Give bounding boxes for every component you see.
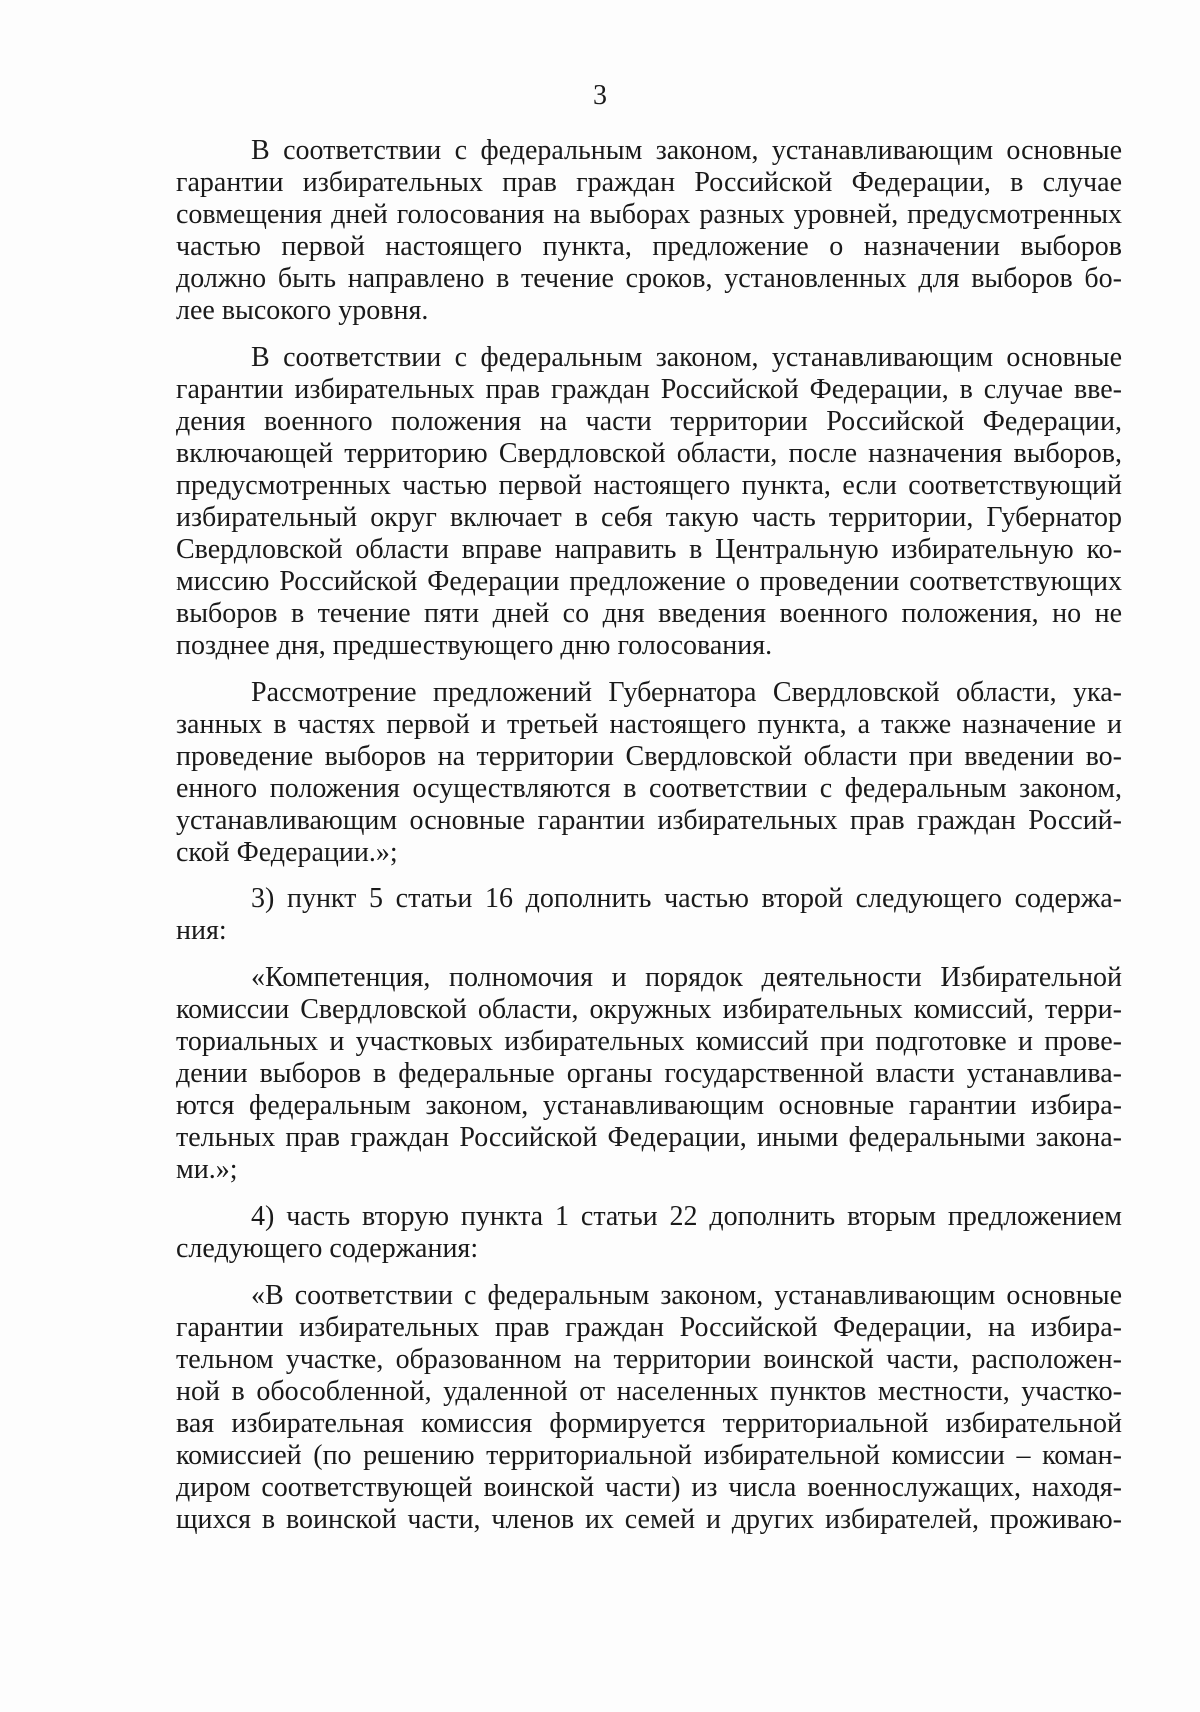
paragraph-7-line: щихся в воинской части, членов их семей и других избирателей, проживаю- bbox=[176, 1504, 1122, 1535]
paragraph-6-line: следующего содержания: bbox=[176, 1233, 479, 1264]
page-number: 3 bbox=[593, 80, 607, 111]
paragraph-1-line: совмещения дней голосования на выборах разных уровней, предусмотренных bbox=[176, 199, 1122, 230]
paragraph-2-line: включающей территорию Свердловской области, после назначения выборов, bbox=[176, 438, 1122, 469]
paragraph-5-line: дении выборов в федеральные органы государственной власти устанавлива- bbox=[176, 1058, 1122, 1089]
paragraph-5-line: тельных прав граждан Российской Федерации, иными федеральными закона- bbox=[176, 1122, 1122, 1153]
paragraph-2-line: выборов в течение пяти дней со дня введения военного положения, но не bbox=[176, 598, 1122, 629]
paragraph-7-line: гарантии избирательных прав граждан Российской Федерации, на избира- bbox=[176, 1312, 1122, 1343]
paragraph-3-line: устанавливающим основные гарантии избирательных прав граждан Россий- bbox=[176, 805, 1122, 836]
paragraph-3-line: енного положения осуществляются в соответствии с федеральным законом, bbox=[176, 773, 1122, 804]
paragraph-2-line: миссию Российской Федерации предложение о проведении соответствующих bbox=[176, 566, 1122, 597]
paragraph-2-line: дения военного положения на части территории Российской Федерации, bbox=[176, 406, 1122, 437]
paragraph-2-line: гарантии избирательных прав граждан Российской Федерации, в случае вве- bbox=[176, 374, 1122, 405]
paragraph-5-line: «Компетенция, полномочия и порядок деятельности Избирательной bbox=[251, 962, 1122, 993]
paragraph-7-line: комиссией (по решению территориальной избирательной комиссии – коман- bbox=[176, 1440, 1122, 1471]
paragraph-5-line: комиссии Свердловской области, окружных избирательных комиссий, терри- bbox=[176, 994, 1122, 1025]
paragraph-1-line: частью первой настоящего пункта, предложение о назначении выборов bbox=[176, 231, 1122, 262]
paragraph-2-line: Свердловской области вправе направить в Центральную избирательную ко- bbox=[176, 534, 1122, 565]
paragraph-3-line: проведение выборов на территории Свердловской области при введении во- bbox=[176, 741, 1122, 772]
paragraph-3-line: занных в частях первой и третьей настоящего пункта, а также назначение и bbox=[176, 709, 1122, 740]
paragraph-7-line: тельном участке, образованном на территории воинской части, расположен- bbox=[176, 1344, 1122, 1375]
paragraph-7-line: «В соответствии с федеральным законом, устанавливающим основные bbox=[251, 1280, 1122, 1311]
paragraph-1-line: лее высокого уровня. bbox=[176, 295, 429, 326]
paragraph-5-line: ториальных и участковых избирательных комиссий при подготовке и прове- bbox=[176, 1026, 1122, 1057]
paragraph-1-line: гарантии избирательных прав граждан Российской Федерации, в случае bbox=[176, 167, 1122, 198]
paragraph-2-line: позднее дня, предшествующего дню голосования. bbox=[176, 630, 773, 661]
paragraph-2-line: предусмотренных частью первой настоящего пункта, если соответствующий bbox=[176, 470, 1122, 501]
paragraph-2-line: избирательный округ включает в себя такую часть территории, Губернатор bbox=[176, 502, 1122, 533]
paragraph-5-line: ются федеральным законом, устанавливающим основные гарантии избира- bbox=[176, 1090, 1122, 1121]
paragraph-7-line: диром соответствующей воинской части) из числа военнослужащих, находя- bbox=[176, 1472, 1122, 1503]
paragraph-3-line: Рассмотрение предложений Губернатора Свердловской области, ука- bbox=[251, 677, 1122, 708]
paragraph-6-line: 4) часть вторую пункта 1 статьи 22 дополнить вторым предложением bbox=[251, 1201, 1122, 1232]
paragraph-7-line: вая избирательная комиссия формируется территориальной избирательной bbox=[176, 1408, 1122, 1439]
paragraph-1-line: должно быть направлено в течение сроков, установленных для выборов бо- bbox=[176, 263, 1122, 294]
paragraph-4-line: 3) пункт 5 статьи 16 дополнить частью второй следующего содержа- bbox=[251, 883, 1122, 914]
paragraph-2-line: В соответствии с федеральным законом, устанавливающим основные bbox=[251, 342, 1122, 373]
paragraph-1-line: В соответствии с федеральным законом, устанавливающим основные bbox=[251, 135, 1122, 166]
paragraph-7-line: ной в обособленной, удаленной от населенных пунктов местности, участко- bbox=[176, 1376, 1122, 1407]
paragraph-5-line: ми.»; bbox=[176, 1154, 238, 1185]
paragraph-4-line: ния: bbox=[176, 915, 227, 946]
paragraph-3-line: ской Федерации.»; bbox=[176, 837, 398, 868]
